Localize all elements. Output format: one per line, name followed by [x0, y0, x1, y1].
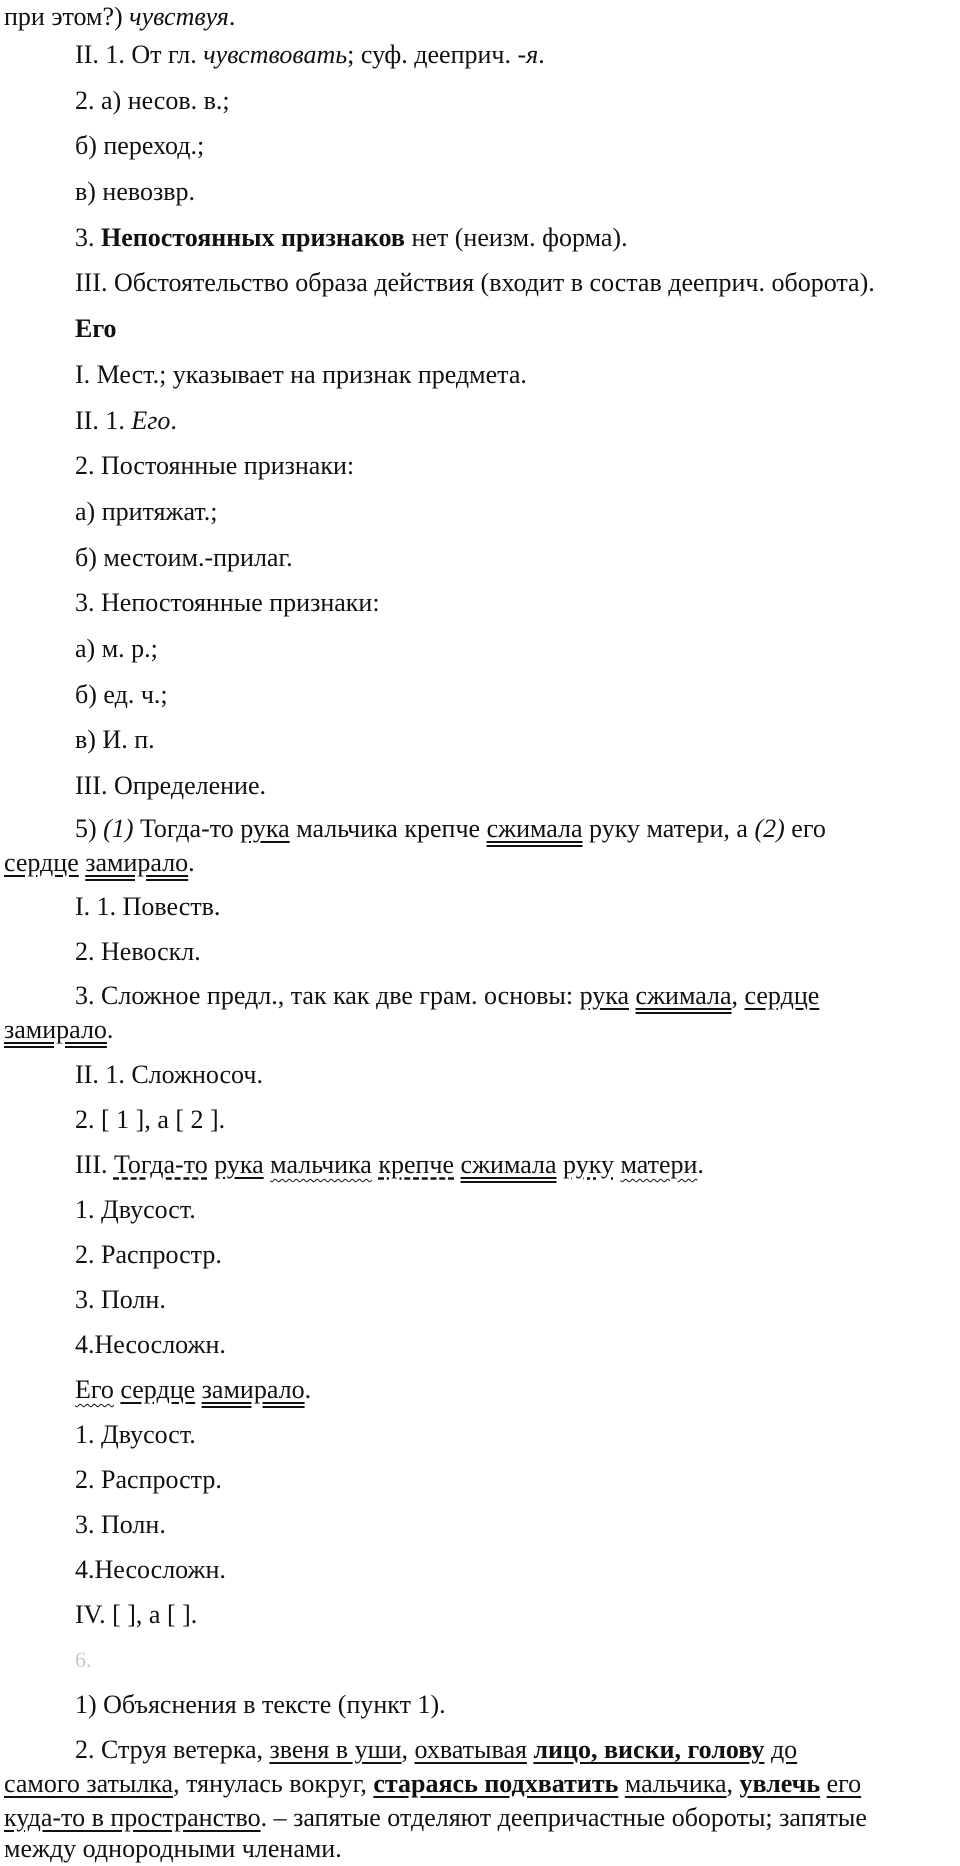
participial-phrase: куда-то в пространство	[4, 1803, 261, 1832]
text-line-12: а) притяжат.;	[75, 497, 218, 526]
text-line-40	[75, 1733, 952, 1767]
text-run: .	[304, 1375, 312, 1404]
text-line-7: III. Обстоятельство образа действия (входит в состав дееприч. оборота).	[75, 268, 875, 297]
text-run: .	[697, 1150, 704, 1179]
text-line-31: 4.Несосложн.	[75, 1330, 226, 1359]
italic-word: чувствуя	[129, 2, 229, 31]
predicate-word: сжимала	[460, 1150, 557, 1179]
subject-word: сердце	[4, 848, 79, 877]
text-run: 3.	[75, 223, 101, 252]
text-line-27	[75, 1148, 952, 1182]
text-line-28: 1. Двусост.	[75, 1195, 196, 1224]
text-run: при этом?)	[4, 2, 130, 31]
subject-word: рука	[579, 981, 630, 1010]
text-run: руку матери, а	[582, 814, 755, 843]
subject-word: рука	[240, 814, 290, 843]
section-heading-ego: Его	[75, 314, 117, 343]
text-run: ; суф. дееприч.	[347, 40, 518, 69]
text-line-9: I. Мест.; указывает на признак предмета.	[75, 360, 527, 389]
text-line-21: I. 1. Повеств.	[75, 892, 221, 921]
participial-phrase-bold: увлечь	[739, 1769, 821, 1798]
text-line-19	[75, 812, 952, 846]
text-line-36: 4.Несосложн.	[75, 1555, 226, 1584]
attribute-word: Его	[75, 1375, 114, 1404]
text-line-32	[75, 1373, 952, 1407]
homogeneous-members: лицо, виски, голову	[533, 1735, 765, 1764]
text-run: .	[170, 406, 177, 435]
predicate-word: сжимала	[635, 981, 732, 1010]
text-run: Тогда-то	[133, 814, 241, 843]
predicate-word: сжимала	[486, 814, 583, 843]
italic-suffix: -я	[517, 40, 539, 69]
text-line-20	[4, 846, 952, 880]
text-line-11: 2. Постоянные признаки:	[75, 451, 355, 480]
subject-word: сердце	[120, 1375, 196, 1404]
text-line-17: в) И. п.	[75, 725, 155, 754]
text-run: 2. Струя ветерка,	[75, 1735, 270, 1764]
attribute-word: мальчика	[270, 1150, 372, 1179]
text-line-39: 1) Объяснения в тексте (пункт 1).	[75, 1690, 446, 1719]
text-line-34: 2. Распростр.	[75, 1465, 222, 1494]
predicate-word: замирало	[85, 848, 189, 877]
predicate-word: замирало	[4, 1015, 107, 1044]
text-run: .	[106, 1015, 114, 1044]
participial-phrase: до	[770, 1735, 798, 1764]
text-line-35: 3. Полн.	[75, 1510, 166, 1539]
adverbial-word: крепче	[378, 1150, 455, 1179]
text-line-37: IV. [ ], а [ ].	[75, 1600, 198, 1629]
text-line-42	[4, 1801, 952, 1835]
predicate-word: замирало	[201, 1375, 305, 1404]
text-run: нет (неизм. форма).	[404, 223, 628, 252]
italic-word: чувствовать	[203, 40, 348, 69]
italic-word: Его	[131, 406, 171, 435]
text-line-2	[75, 38, 952, 72]
text-line-1	[4, 0, 952, 34]
text-line-41	[4, 1767, 952, 1801]
text-run: ,	[731, 981, 745, 1010]
participial-phrase: его	[826, 1769, 862, 1798]
text-run: II. 1. От гл.	[75, 40, 204, 69]
clause-marker: (2)	[754, 814, 785, 843]
adverbial-word: Тогда-то	[113, 1150, 208, 1179]
text-run: .	[188, 848, 195, 877]
text-line-43: между однородными членами.	[4, 1834, 342, 1863]
text-line-18: III. Определение.	[75, 771, 267, 800]
text-line-16: б) ед. ч.;	[75, 680, 168, 709]
text-line-29: 2. Распростр.	[75, 1240, 222, 1269]
text-run: мальчика крепче	[289, 814, 487, 843]
text-run: . – запятые отделяют деепричастные обороты; запятые	[260, 1803, 867, 1832]
text-run: II. 1.	[75, 406, 132, 435]
participial-phrase: охватывая	[414, 1735, 527, 1764]
text-line-6	[75, 221, 952, 255]
text-run: .	[538, 40, 545, 69]
text-run: его	[784, 814, 826, 843]
section-number: 6.	[75, 1647, 92, 1672]
text-line-13: б) местоим.-прилаг.	[75, 543, 293, 572]
attribute-word: матери	[620, 1150, 698, 1179]
text-run: 5)	[75, 814, 104, 843]
text-line-22: 2. Невоскл.	[75, 937, 201, 966]
text-run: ,	[726, 1769, 740, 1798]
object-word: руку	[563, 1150, 614, 1179]
text-line-3: 2. а) несов. в.;	[75, 86, 230, 115]
text-line-33: 1. Двусост.	[75, 1420, 196, 1449]
participial-phrase: самого затылка	[4, 1769, 174, 1798]
participial-phrase-bold: стараясь подхватить	[373, 1769, 619, 1798]
participial-phrase: звеня в уши	[269, 1735, 402, 1764]
text-line-30: 3. Полн.	[75, 1285, 166, 1314]
text-line-25: II. 1. Сложносоч.	[75, 1060, 263, 1089]
text-line-15: а) м. р.;	[75, 634, 158, 663]
text-line-10	[75, 404, 952, 438]
text-line-5: в) невозвр.	[75, 177, 196, 206]
subject-word: сердце	[744, 981, 820, 1010]
bold-phrase: Непостоянных признаков	[101, 223, 405, 252]
text-run: ,	[401, 1735, 415, 1764]
text-run: III.	[75, 1150, 114, 1179]
text-line-26: 2. [ 1 ], а [ 2 ].	[75, 1105, 226, 1134]
text-run: , тянулась вокруг,	[173, 1769, 374, 1798]
participial-phrase: мальчика	[624, 1769, 727, 1798]
text-line-23	[75, 979, 952, 1013]
text-line-14: 3. Непостоянные признаки:	[75, 588, 380, 617]
text-run: .	[228, 2, 236, 31]
text-line-24	[4, 1013, 952, 1047]
text-line-4: б) переход.;	[75, 131, 205, 160]
text-run: 3. Сложное предл., так как две грам. основы:	[75, 981, 580, 1010]
subject-word: рука	[214, 1150, 264, 1179]
clause-marker: (1)	[103, 814, 134, 843]
